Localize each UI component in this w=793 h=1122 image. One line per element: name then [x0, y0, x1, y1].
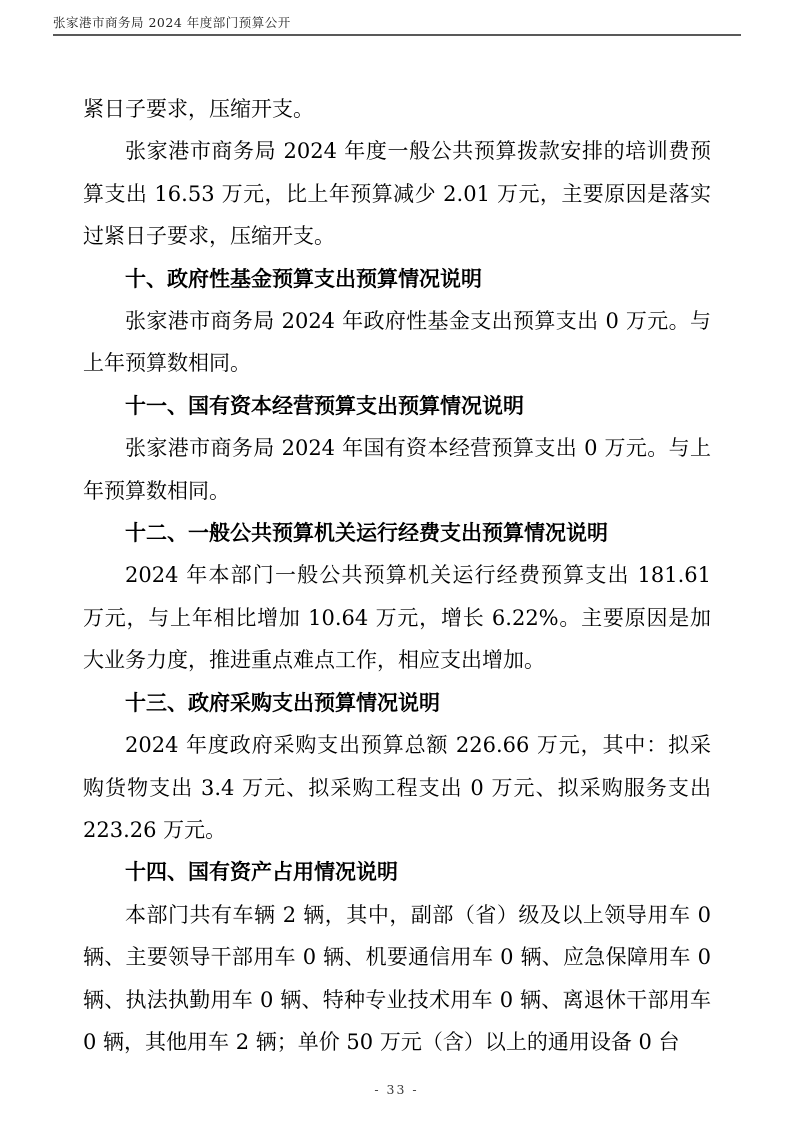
- paragraph: 张家港市商务局 2024 年政府性基金支出预算支出 0 万元。与上年预算数相同。: [83, 309, 711, 376]
- paragraph: 张家港市商务局 2024 年度一般公共预算拨款安排的培训费预算支出 16.53 万元，比上年预算减少 2.01 万元，主要原因是落实过紧日子要求，压缩开支。: [83, 139, 711, 249]
- paragraph: 张家港市商务局 2024 年国有资本经营预算支出 0 万元。与上年预算数相同。: [83, 436, 711, 503]
- section-heading-14: 十四、国有资产占用情况说明: [125, 860, 398, 885]
- paragraph: 2024 年度政府采购支出预算总额 226.66 万元，其中：拟采购货物支出 3.4 万元、拟采购工程支出 0 万元、拟采购服务支出 223.26 万元。: [83, 733, 711, 842]
- paragraph: 2024 年本部门一般公共预算机关运行经费预算支出 181.61 万元，与上年相比增加 10.64 万元，增长 6.22%。主要原因是加大业务力度，推进重点难点工作，相应支出增加。: [83, 563, 711, 673]
- paragraph-continuation: 紧日子要求，压缩开支。: [83, 97, 314, 121]
- section-heading-12: 十二、一般公共预算机关运行经费支出预算情况说明: [125, 521, 608, 546]
- paragraph: 本部门共有车辆 2 辆，其中，副部（省）级及以上领导用车 0 辆、主要领导干部用车 0 辆、机要通信用车 0 辆、应急保障用车 0 辆、执法执勤用车 0 辆、特种专业技术用车 0 辆、离退休干部用车 0 辆，其他用车 2 辆；单价 50 万元（含）以上的通用设备 0 台: [83, 902, 711, 1054]
- section-heading-10: 十、政府性基金预算支出预算情况说明: [125, 266, 482, 291]
- page-header: [53, 12, 741, 36]
- section-heading-11: 十一、国有资本经营预算支出预算情况说明: [125, 393, 524, 418]
- section-heading-13: 十三、政府采购支出预算情况说明: [125, 690, 440, 715]
- page-number: - 33 -: [374, 1082, 419, 1097]
- document-body: [83, 88, 711, 1063]
- header-title: 张家港市商务局 2024 年度部门预算公开: [53, 15, 291, 30]
- page-footer: [0, 1082, 793, 1097]
